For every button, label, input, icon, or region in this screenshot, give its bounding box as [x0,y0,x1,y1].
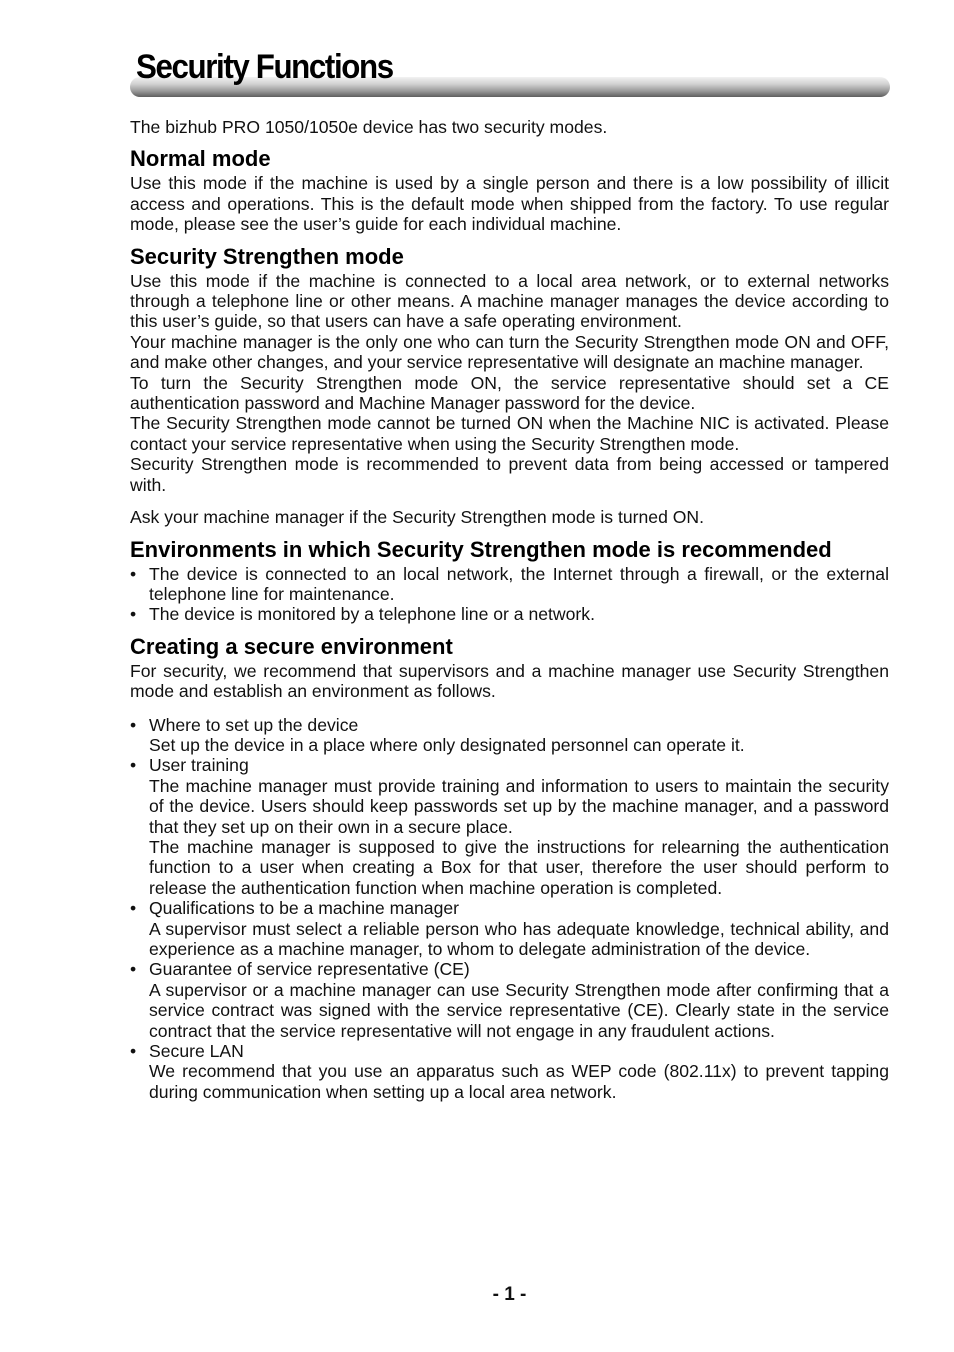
normal-mode-section [130,145,889,234]
page-number: - 1 - [492,1284,527,1305]
secure-environment-intro: For security, we recommend that supervisors and a machine manager use Security Strengthen mode and establish an environment as follows. [130,660,889,702]
strengthen-mode-section [130,243,889,528]
environments-heading: Environments in which Security Strengthen mode is recommended [130,536,832,562]
strengthen-mode-heading: Security Strengthen mode [130,243,404,269]
bullet-icon: • [130,755,137,776]
bullet-icon: • [130,604,137,625]
list-item-title: Secure LAN [149,1041,244,1062]
list-item [130,715,889,756]
strengthen-paragraph: The Security Strengthen mode cannot be turned ON when the Machine NIC is activated. Please contact your service representative when using the Security Strengthen mode. [130,413,889,454]
list-item-title: Qualifications to be a machine manager [149,898,460,919]
list-item-title: User training [149,755,249,776]
strengthen-paragraph: Your machine manager is the only one who can turn the Security Strengthen mode ON and OFF, and make other changes, and your service representative will designate an machine manager. [130,331,889,373]
list-item-text: A supervisor or a machine manager can use Security Strengthen mode after confirming that a service contract was signed with the service representative (CE). Clearly state in the service contract that the service representative will not engage in any fraudulent actions. [149,979,889,1041]
normal-mode-text: Use this mode if the machine is used by a single person and there is a low possibility of illicit access and operations. This is the default mode when shipped from the factory. To use regular mode, please see the user’s guide for each individual machine. [130,173,889,235]
list-item-text: A supervisor must select a reliable person who has adequate knowledge, technical ability, and experience as a machine manager, to whom to delegate administration of the device. [149,918,889,959]
strengthen-paragraph: Security Strengthen mode is recommended to prevent data from being accessed or tampered with. [130,454,889,495]
list-item [130,604,889,624]
bullet-icon: • [130,563,137,584]
list-item [130,1041,889,1102]
bullet-icon: • [130,898,137,919]
bullet-icon: • [130,1041,137,1062]
environments-list [130,564,889,625]
secure-environment-section [130,633,889,1103]
list-item [130,898,889,959]
page-title: Security Functions [136,48,393,86]
bullet-icon: • [130,714,137,735]
strengthen-paragraph: To turn the Security Strengthen mode ON, the service representative should set a CE authentication password and Machine Manager password for the device. [130,372,889,414]
list-item-text: The machine manager is supposed to give the instructions for relearning the authentication function to a user when creating a Box for that user, therefore the user should perform to release the authentication function when machine operation is completed. [149,836,889,898]
environments-section [130,536,889,625]
title-banner [130,40,890,102]
list-item-text: The machine manager must provide training and information to users to maintain the security of the device. Users should keep passwords set up by the machine manager, and a password that they set up on their own in a secure place. [149,775,889,837]
strengthen-note: Ask your machine manager if the Security Strengthen mode is turned ON. [130,507,705,528]
list-item-text: We recommend that you use an apparatus such as WEP code (802.11x) to prevent tapping during communication when setting up a local area network. [149,1061,889,1102]
list-item-title: Where to set up the device [149,714,359,735]
intro-paragraph: The bizhub PRO 1050/1050e device has two security modes. [130,117,608,137]
list-item [130,755,889,898]
list-item-text: The device is monitored by a telephone line or a network. [149,604,595,625]
strengthen-paragraph: Use this mode if the machine is connected to a local area network, or to external networks through a telephone line or other means. A machine manager manages the device according to this user’s guide, so that users can have a safe operating environment. [130,270,889,332]
secure-environment-heading: Creating a secure environment [130,633,453,659]
normal-mode-heading: Normal mode [130,146,271,172]
list-item-text: Set up the device in a place where only designated personnel can operate it. [149,734,745,755]
secure-environment-list [130,715,889,1103]
list-item [130,564,889,605]
main-content [130,117,889,1102]
list-item [130,959,889,1041]
list-item-title: Guarantee of service representative (CE) [149,959,470,980]
bullet-icon: • [130,959,137,980]
list-item-text: The device is connected to an local network, the Internet through a firewall, or the external telephone line for maintenance. [149,563,889,604]
